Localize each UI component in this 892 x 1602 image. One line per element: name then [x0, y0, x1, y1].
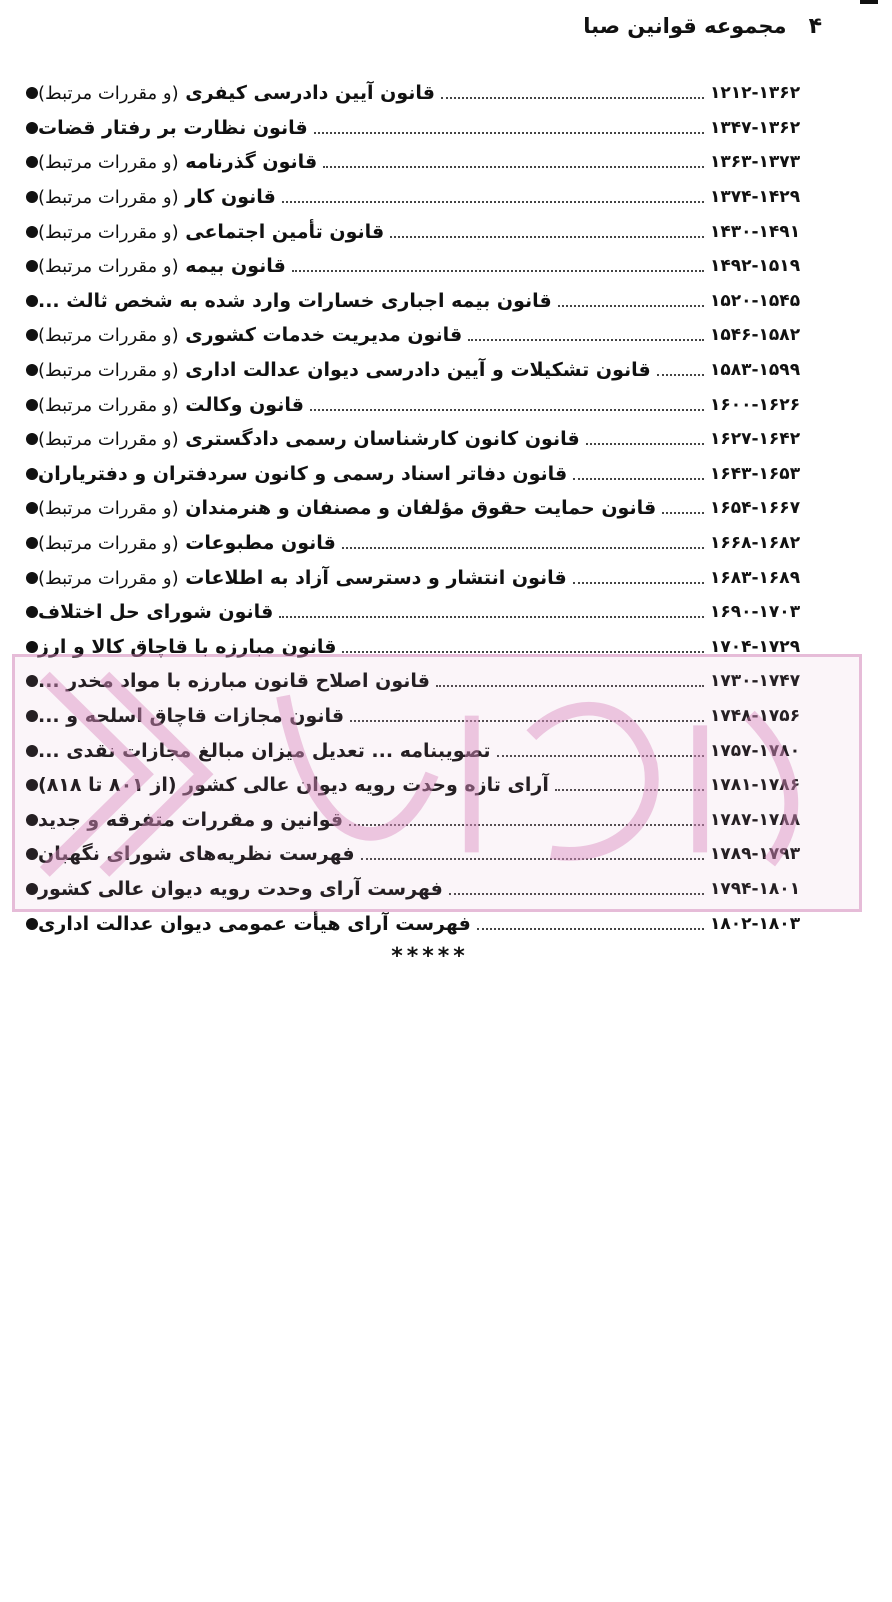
toc-entry-title [38, 290, 552, 312]
toc-entry-note: (و مقررات مرتبط) [38, 394, 179, 416]
toc-entry-title-text: قانون نظارت بر رفتار قضات [38, 116, 308, 139]
end-marker: ***** [391, 944, 469, 969]
toc-entry-note: (و مقررات مرتبط) [38, 360, 179, 382]
toc-entry-pages: ۱۷۳۰-۱۷۴۷ [710, 671, 801, 692]
bullet-icon [26, 675, 38, 687]
toc-entry-title-text: قانون وکالت [185, 393, 304, 416]
dot-leader [342, 547, 704, 549]
toc-entry-title [38, 670, 430, 692]
toc-entry-title-text: قانون شورای حل اختلاف [38, 601, 274, 624]
toc-entry-pages: ۱۷۹۴-۱۸۰۱ [710, 878, 801, 899]
toc-entry-title-text: قانون آیین دادرسی کیفری [185, 82, 435, 105]
bullet-icon [26, 606, 38, 618]
toc-entry [18, 214, 818, 249]
toc-entry [18, 802, 818, 837]
bullet-icon [26, 745, 38, 757]
toc-entry-pages: ۱۵۸۳-۱۵۹۹ [710, 360, 801, 381]
table-of-contents [18, 76, 818, 941]
toc-entry [18, 906, 818, 941]
toc-entry-title [38, 705, 344, 727]
toc-entry-pages: ۱۲۱۲-۱۳۶۲ [710, 83, 801, 104]
toc-entry-title [38, 532, 336, 554]
toc-entry-title [38, 636, 336, 658]
toc-entry-title [38, 221, 384, 243]
toc-entry-title [38, 740, 491, 762]
bullet-icon [26, 710, 38, 722]
dot-leader [449, 893, 704, 895]
toc-entry-title-text: قانون دفاتر اسناد رسمی و کانون سردفتران و دفترياران [38, 462, 568, 485]
toc-entry-pages: ۱۶۸۳-۱۶۸۹ [710, 567, 801, 588]
dot-leader [558, 305, 704, 307]
toc-entry-pages: ۱۷۴۸-۱۷۵۶ [710, 705, 801, 726]
bullet-icon [26, 572, 38, 584]
toc-entry-pages: ۱۷۸۷-۱۷۸۸ [710, 809, 801, 830]
toc-entry-title [38, 774, 549, 796]
toc-entry-note: (و مقررات مرتبط) [38, 256, 179, 278]
page-number: ۴ [808, 14, 822, 39]
toc-entry-note: (و مقررات مرتبط) [38, 567, 179, 589]
dot-leader [361, 858, 704, 860]
toc-entry-title [38, 463, 567, 485]
toc-entry-title-text: قانون کار [185, 186, 276, 209]
toc-entry-title-text: قانون گذرنامه [185, 151, 318, 174]
toc-entry-title [38, 186, 276, 208]
toc-entry-pages: ۱۸۰۲-۱۸۰۳ [710, 913, 801, 934]
toc-entry [18, 111, 818, 146]
toc-entry-pages: ۱۶۹۰-۱۷۰۳ [710, 602, 801, 623]
toc-entry [18, 560, 818, 595]
bullet-icon [26, 260, 38, 272]
bullet-icon [26, 295, 38, 307]
toc-entry-title-text: فهرست نظریه‌های شورای نگهبان [38, 843, 355, 866]
dot-leader [314, 132, 704, 134]
bullet-icon [26, 433, 38, 445]
toc-entry [18, 457, 818, 492]
toc-entry-title-text: قانون حمایت حقوق مؤلفان و مصنفان و هنرمندان [185, 497, 657, 520]
toc-entry-title-text: فهرست آرای هیأت عمومی دیوان عدالت اداری [38, 912, 471, 935]
page-header [583, 14, 822, 39]
dot-leader [350, 720, 704, 722]
bullet-icon [26, 918, 38, 930]
toc-entry-note: (و مقررات مرتبط) [38, 152, 179, 174]
toc-entry-pages: ۱۶۴۳-۱۶۵۳ [710, 463, 801, 484]
toc-entry-title [38, 359, 651, 381]
dot-leader [323, 166, 704, 168]
toc-entry [18, 595, 818, 630]
toc-entry-note: (و مقررات مرتبط) [38, 325, 179, 347]
toc-entry-pages: ۱۷۰۴-۱۷۲۹ [710, 636, 801, 657]
toc-entry [18, 180, 818, 215]
toc-entry-title [38, 567, 567, 589]
toc-entry-title [38, 497, 656, 519]
dot-leader [292, 270, 704, 272]
toc-entry-title-text: قانون بیمه [185, 255, 286, 278]
toc-entry [18, 422, 818, 457]
toc-entry-title [38, 428, 580, 450]
bullet-icon [26, 537, 38, 549]
toc-entry-note: (و مقررات مرتبط) [38, 429, 179, 451]
toc-entry [18, 837, 818, 872]
bullet-icon [26, 329, 38, 341]
dot-leader [310, 409, 704, 411]
toc-entry-pages: ۱۶۰۰-۱۶۲۶ [710, 394, 801, 415]
corner-mark [860, 0, 878, 4]
dot-leader [573, 582, 704, 584]
toc-entry-title-text: قانون مجازات قاچاق اسلحه و ... [38, 704, 345, 727]
toc-entry-title [38, 913, 471, 935]
toc-entry-pages: ۱۶۶۸-۱۶۸۲ [710, 533, 801, 554]
toc-entry-pages: ۱۳۴۷-۱۳۶۲ [710, 117, 801, 138]
toc-entry-pages: ۱۳۷۴-۱۴۲۹ [710, 187, 801, 208]
toc-entry-note: (و مقررات مرتبط) [38, 83, 179, 105]
toc-entry-title-text: تصویبنامه ... تعدیل میزان مبالغ مجازات نقدی ... [38, 739, 491, 762]
toc-entry-title [38, 324, 462, 346]
dot-leader [573, 478, 704, 480]
toc-entry-pages: ۱۶۵۴-۱۶۶۷ [710, 498, 801, 519]
toc-entry-title-text: قانون مطبوعات [185, 532, 336, 555]
toc-entry-title [38, 117, 308, 139]
dot-leader [497, 755, 704, 757]
toc-entry [18, 491, 818, 526]
toc-entry-title-text: قانون مدیریت خدمات کشوری [185, 324, 463, 347]
toc-entry-pages: ۱۷۸۱-۱۷۸۶ [710, 775, 801, 796]
bullet-icon [26, 779, 38, 791]
dot-leader [468, 339, 704, 341]
bullet-icon [26, 87, 38, 99]
book-title: مجموعه قوانین صبا [583, 14, 787, 38]
toc-entry-title-text: قانون تأمین اجتماعی [185, 220, 385, 243]
toc-entry-title [38, 601, 273, 623]
dot-leader [349, 824, 704, 826]
toc-entry-pages: ۱۶۲۷-۱۶۴۲ [710, 429, 801, 450]
toc-entry-title [38, 843, 355, 865]
toc-entry-pages: ۱۷۸۹-۱۷۹۳ [710, 844, 801, 865]
bullet-icon [26, 399, 38, 411]
bullet-icon [26, 848, 38, 860]
toc-entry-title-text: قوانین و مقررات متفرقه و جدید [38, 808, 344, 831]
dot-leader [282, 201, 704, 203]
toc-entry-title-text: قانون مبارزه با قاچاق کالا و ارز [38, 635, 337, 658]
toc-entry-title [38, 151, 317, 173]
dot-leader [477, 928, 704, 930]
toc-entry [18, 387, 818, 422]
toc-entry-title-text: قانون بیمه اجباری خسارات وارد شده به شخص ثالث ... [38, 289, 552, 312]
toc-entry-title-text: فهرست آرای وحدت رویه دیوان عالی کشور [38, 877, 443, 900]
toc-entry-pages: ۱۷۵۷-۱۷۸۰ [710, 740, 801, 761]
toc-entry-title-text: قانون تشکیلات و آیین دادرسی دیوان عدالت اداری [185, 359, 651, 382]
toc-entry-pages: ۱۵۴۶-۱۵۸۲ [710, 325, 801, 346]
bullet-icon [26, 156, 38, 168]
toc-entry-title [38, 82, 435, 104]
toc-entry [18, 872, 818, 907]
toc-entry-note: (و مقررات مرتبط) [38, 533, 179, 555]
toc-entry [18, 526, 818, 561]
bullet-icon [26, 814, 38, 826]
bullet-icon [26, 191, 38, 203]
toc-entry [18, 145, 818, 180]
toc-entry-title-text: قانون اصلاح قانون مبارزه با مواد مخدر ... [38, 670, 430, 693]
dot-leader [555, 789, 704, 791]
toc-entry-title [38, 255, 286, 277]
toc-entry [18, 353, 818, 388]
toc-entry [18, 284, 818, 319]
bullet-icon [26, 468, 38, 480]
dot-leader [390, 236, 704, 238]
bullet-icon [26, 502, 38, 514]
bullet-icon [26, 883, 38, 895]
dot-leader [662, 512, 704, 514]
toc-entry-title [38, 878, 443, 900]
toc-entry [18, 768, 818, 803]
toc-entry-title-text: قانون انتشار و دسترسی آزاد به اطلاعات [185, 566, 567, 589]
bullet-icon [26, 364, 38, 376]
dot-leader [342, 651, 704, 653]
bullet-icon [26, 641, 38, 653]
dot-leader [436, 685, 704, 687]
toc-entry [18, 318, 818, 353]
toc-entry-note: (و مقررات مرتبط) [38, 221, 179, 243]
toc-entry-pages: ۱۴۳۰-۱۴۹۱ [710, 221, 801, 242]
toc-entry [18, 664, 818, 699]
toc-entry-pages: ۱۳۶۳-۱۳۷۳ [710, 152, 801, 173]
toc-entry [18, 76, 818, 111]
bullet-icon [26, 122, 38, 134]
toc-entry [18, 249, 818, 284]
toc-entry-title [38, 394, 304, 416]
toc-entry-pages: ۱۵۲۰-۱۵۴۵ [710, 290, 801, 311]
toc-entry [18, 733, 818, 768]
dot-leader [586, 443, 704, 445]
bullet-icon [26, 226, 38, 238]
toc-entry [18, 630, 818, 665]
toc-entry-note: (و مقررات مرتبط) [38, 498, 179, 520]
toc-entry-note: (و مقررات مرتبط) [38, 187, 179, 209]
dot-leader [279, 616, 704, 618]
toc-entry-title [38, 809, 343, 831]
toc-entry-pages: ۱۴۹۲-۱۵۱۹ [710, 256, 801, 277]
dot-leader [657, 374, 704, 376]
toc-entry-title-text: قانون کانون کارشناسان رسمی دادگستری [185, 428, 580, 451]
dot-leader [441, 97, 704, 99]
toc-entry [18, 699, 818, 734]
toc-entry-title-text: آرای تازه وحدت رویه دیوان عالی کشور (از ۸۰۱ تا ۸۱۸) [38, 774, 549, 797]
